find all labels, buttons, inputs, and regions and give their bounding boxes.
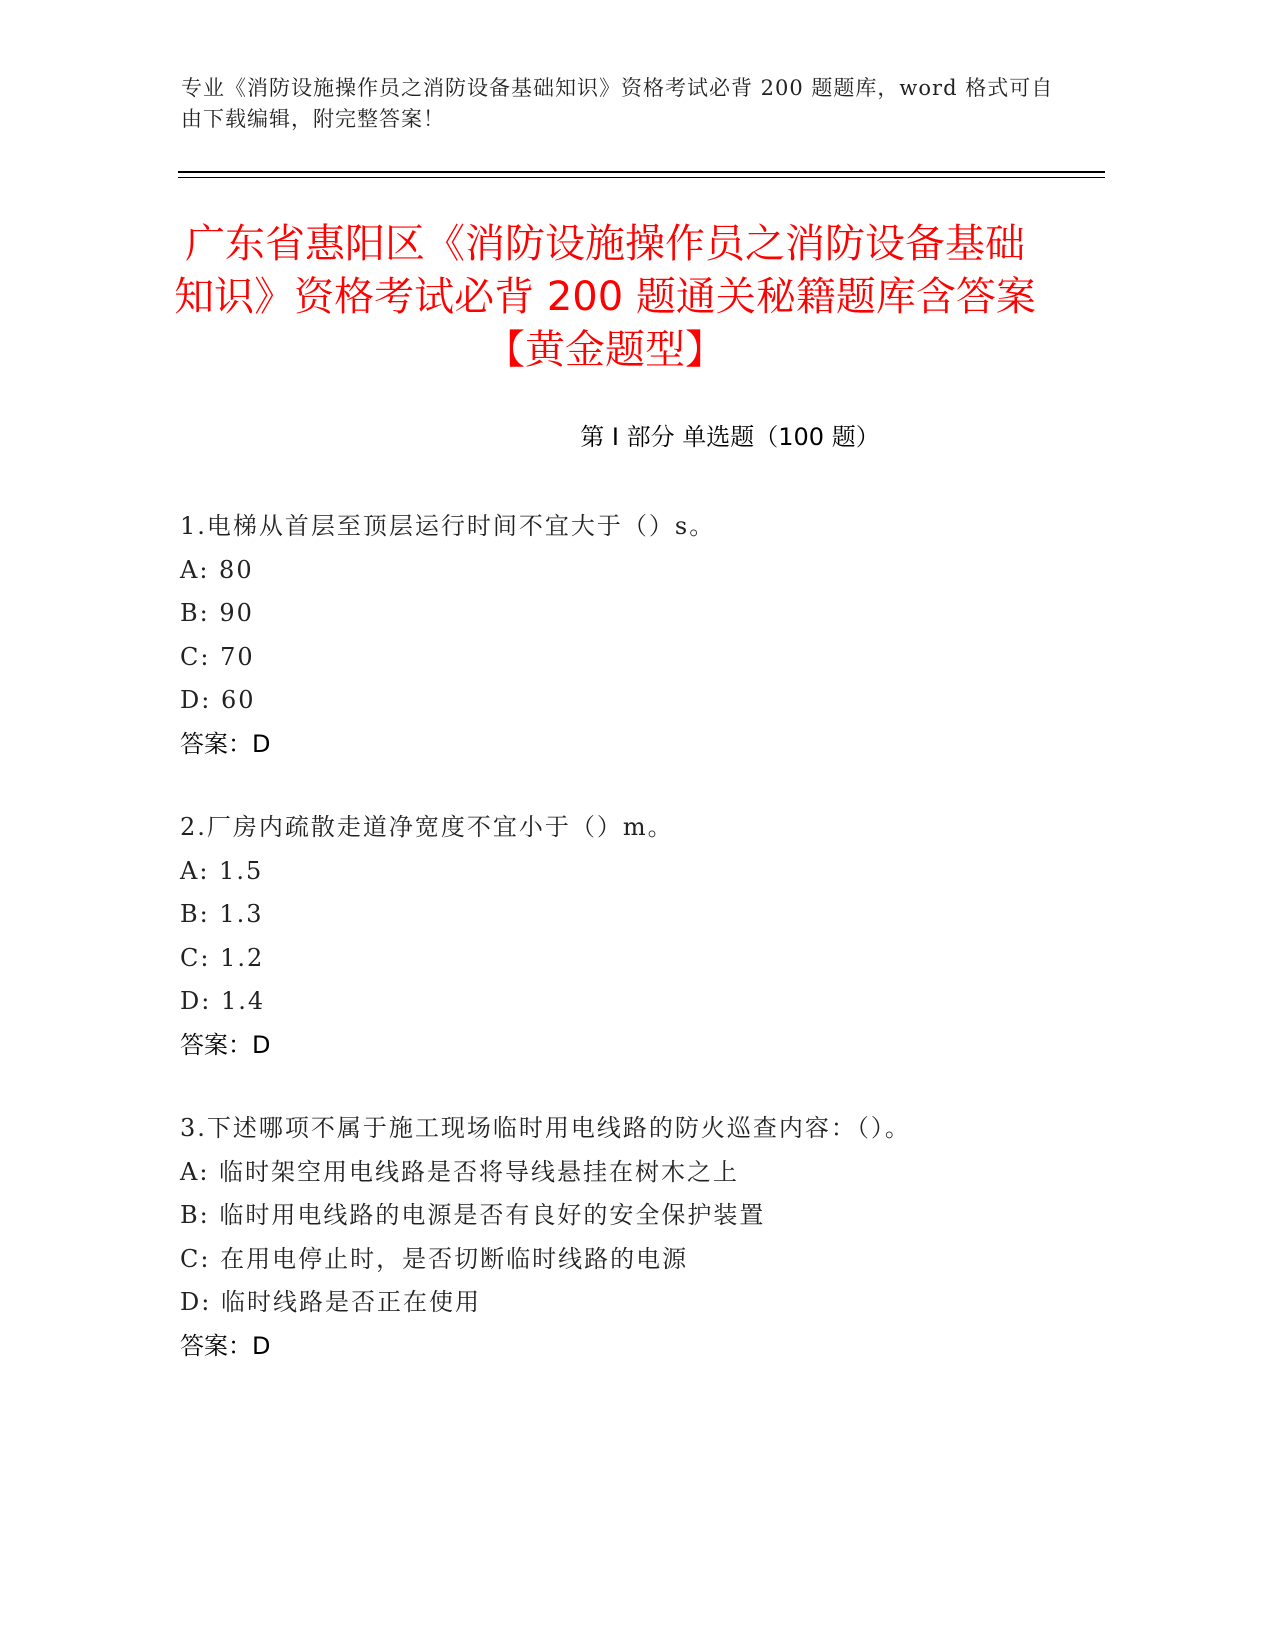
option-c: C: 在用电停止时，是否切断临时线路的电源	[180, 1244, 689, 1273]
option-c: C: 1.2	[180, 943, 265, 972]
answer: 答案：D	[180, 1331, 271, 1360]
option-b: B: 1.3	[180, 900, 264, 928]
header-rule-thin	[178, 177, 1105, 178]
document-title: 广东省惠阳区《消防设施操作员之消防设备基础知识》资格考试必背 200 题通关秘籍题库含答案【黄金题型】	[174, 221, 1036, 373]
option-a: A: 临时架空用电线路是否将导线悬挂在树木之上	[180, 1157, 740, 1186]
answer: 答案：D	[180, 729, 271, 758]
question-list	[180, 505, 1080, 1408]
option-d: D: 1.4	[180, 987, 266, 1015]
answer: 答案：D	[180, 1030, 271, 1059]
question-stem: 1.电梯从首层至顶层运行时间不宜大于（）s。	[180, 512, 716, 540]
option-d: D: 临时线路是否正在使用	[180, 1288, 481, 1316]
header-rule-thick	[178, 171, 1105, 173]
question-stem: 2.厂房内疏散走道净宽度不宜小于（）m。	[180, 813, 674, 841]
option-a: A: 80	[180, 555, 254, 584]
option-a: A: 1.5	[180, 856, 264, 885]
option-d: D: 60	[180, 686, 256, 714]
option-b: B: 临时用电线路的电源是否有良好的安全保护装置	[180, 1201, 766, 1229]
section-title: 第 I 部分 单选题（100 题）	[580, 423, 880, 451]
option-b: B: 90	[180, 599, 254, 627]
header-note: 专业《消防设施操作员之消防设备基础知识》资格考试必背 200 题题库，word 格式可自由下载编辑，附完整答案！	[181, 76, 1054, 131]
option-c: C: 70	[180, 642, 255, 671]
question-1	[180, 505, 1080, 766]
question-2	[180, 806, 1080, 1067]
question-stem: 3.下述哪项不属于施工现场临时用电线路的防火巡查内容：（）。	[180, 1114, 911, 1142]
question-3	[180, 1107, 1080, 1368]
